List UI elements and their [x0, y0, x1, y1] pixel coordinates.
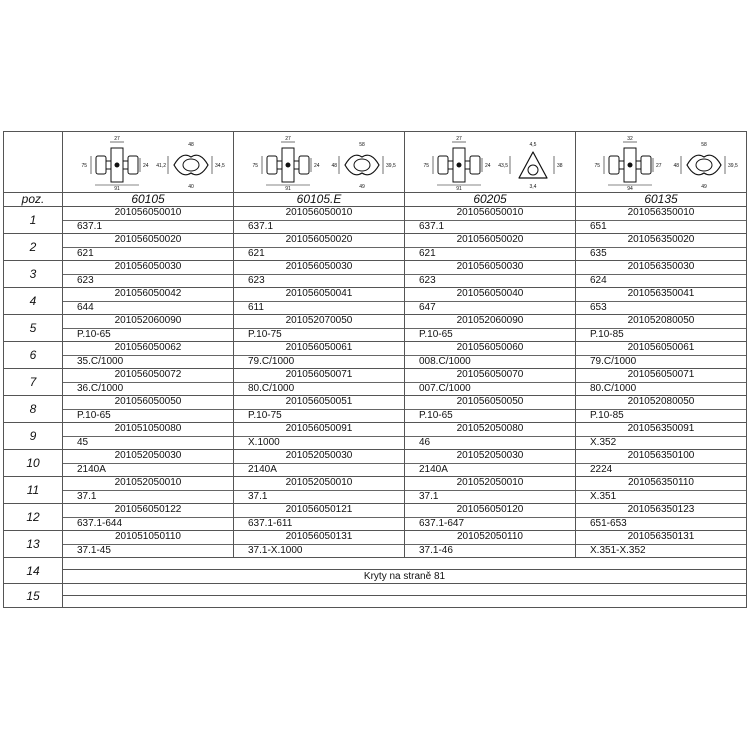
part-cell	[63, 450, 234, 477]
part-code: 201056350030	[576, 261, 746, 275]
part-code: 201056050121	[234, 504, 404, 518]
part-cell	[234, 369, 405, 396]
poz-cell: 10	[4, 450, 63, 477]
part-cell	[576, 261, 747, 288]
part-value: 621	[77, 248, 94, 259]
part-code: 201051050080	[63, 423, 233, 437]
part-cell	[576, 531, 747, 558]
part-value: 37.1-X.1000	[248, 545, 303, 556]
part-code: 201056350041	[576, 288, 746, 302]
part-cell	[234, 531, 405, 558]
part-cell	[234, 261, 405, 288]
part-code: 201056050071	[576, 369, 746, 383]
part-cell	[405, 477, 576, 504]
part-value: 637.1-647	[419, 518, 465, 529]
part-code: 201052080050	[576, 396, 746, 410]
poz-cell: 15	[4, 584, 63, 608]
poz-cell: 4	[4, 288, 63, 315]
part-value: 2140A	[248, 464, 277, 475]
part-cell	[405, 531, 576, 558]
part-value: P.10-65	[77, 329, 111, 340]
part-cell	[405, 288, 576, 315]
part-cell	[63, 315, 234, 342]
part-value: 35.C/1000	[77, 356, 124, 367]
part-value: P.10-75	[248, 410, 282, 421]
svg-text:39,5: 39,5	[386, 163, 396, 169]
part-code: 201056050010	[405, 207, 575, 221]
part-code: 201056050061	[576, 342, 746, 356]
poz-cell: 7	[4, 369, 63, 396]
svg-text:27: 27	[456, 136, 462, 142]
part-code: 201056050030	[405, 261, 575, 275]
part-code: 201052050010	[63, 477, 233, 491]
table-row	[4, 570, 747, 584]
part-value: 37.1	[77, 491, 97, 502]
part-value: X.351	[590, 491, 617, 502]
part-cell	[63, 477, 234, 504]
part-value: 637.1-644	[77, 518, 123, 529]
part-value: 621	[248, 248, 265, 259]
part-value: X.1000	[248, 437, 280, 448]
part-cell	[576, 396, 747, 423]
part-value: P.10-85	[590, 410, 624, 421]
part-value: 37.1	[248, 491, 268, 502]
part-code: 201056050050	[63, 396, 233, 410]
part-code: 201056050040	[405, 288, 575, 302]
part-code: 201056050091	[234, 423, 404, 437]
diagram-cell	[576, 132, 747, 193]
svg-text:38: 38	[557, 163, 563, 169]
header-row	[4, 193, 747, 207]
svg-text:43,5: 43,5	[498, 163, 508, 169]
part-cell	[234, 423, 405, 450]
part-value: 79.C/1000	[248, 356, 295, 367]
svg-text:40: 40	[188, 184, 194, 190]
part-code: 201052050080	[405, 423, 575, 437]
svg-text:27: 27	[114, 136, 120, 142]
poz-cell: 12	[4, 504, 63, 531]
part-value: 621	[419, 248, 436, 259]
part-cell	[576, 423, 747, 450]
column-header: 60105	[63, 193, 234, 207]
part-code: 201052050030	[63, 450, 233, 464]
svg-text:48: 48	[673, 163, 679, 169]
poz-cell: 5	[4, 315, 63, 342]
svg-text:75: 75	[252, 163, 258, 169]
part-value: 46	[419, 437, 431, 448]
part-cell	[234, 288, 405, 315]
part-value: 653	[590, 302, 607, 313]
part-value: 623	[248, 275, 265, 286]
part-cell	[576, 342, 747, 369]
table-row	[4, 315, 747, 342]
part-cell	[234, 450, 405, 477]
part-cell	[405, 450, 576, 477]
diagram-row	[4, 132, 747, 193]
part-cell	[576, 207, 747, 234]
table-row	[4, 477, 747, 504]
svg-text:27: 27	[285, 136, 291, 142]
svg-text:91: 91	[456, 186, 462, 192]
svg-text:39,5: 39,5	[728, 163, 738, 169]
part-cell	[576, 477, 747, 504]
part-code: 201056050010	[234, 207, 404, 221]
poz-cell: 13	[4, 531, 63, 558]
poz-cell: 11	[4, 477, 63, 504]
part-code: 201052050110	[405, 531, 575, 545]
part-value: X.351-X.352	[590, 545, 646, 556]
part-code: 201052050030	[234, 450, 404, 464]
part-cell	[234, 477, 405, 504]
part-cell	[405, 369, 576, 396]
table-row	[4, 207, 747, 234]
svg-text:41,2: 41,2	[156, 163, 166, 169]
part-cell	[405, 261, 576, 288]
table-row	[4, 369, 747, 396]
svg-text:27: 27	[656, 163, 662, 169]
part-cell	[576, 288, 747, 315]
part-code: 201056050020	[234, 234, 404, 248]
part-value: P.10-65	[419, 329, 453, 340]
part-value: P.10-65	[419, 410, 453, 421]
part-value: P.10-65	[77, 410, 111, 421]
part-cell	[576, 234, 747, 261]
table-row	[4, 504, 747, 531]
part-code: 201056050131	[234, 531, 404, 545]
part-code: 201056050020	[405, 234, 575, 248]
svg-text:75: 75	[594, 163, 600, 169]
part-value: 624	[590, 275, 607, 286]
part-cell	[63, 504, 234, 531]
part-cell	[63, 423, 234, 450]
part-value: 2140A	[77, 464, 106, 475]
diagram-cell	[405, 132, 576, 193]
cross-joint-diagram-icon	[73, 134, 223, 190]
part-cell	[405, 315, 576, 342]
part-value: 37.1-46	[419, 545, 453, 556]
part-cell	[234, 234, 405, 261]
cross-joint-diagram-icon	[415, 134, 565, 190]
column-header: 60105.E	[234, 193, 405, 207]
part-value: 2224	[590, 464, 613, 475]
part-cell	[405, 234, 576, 261]
part-code: 201056350020	[576, 234, 746, 248]
part-value: 45	[77, 437, 89, 448]
part-cell	[405, 396, 576, 423]
part-cell	[63, 261, 234, 288]
parts-table	[3, 131, 747, 608]
part-code: 201056050071	[234, 369, 404, 383]
part-value: 37.1-45	[77, 545, 111, 556]
svg-text:75: 75	[423, 163, 429, 169]
part-code: 201056050020	[63, 234, 233, 248]
part-code: 201056050072	[63, 369, 233, 383]
poz-cell: 2	[4, 234, 63, 261]
table-row	[4, 261, 747, 288]
part-code: 201052060090	[405, 315, 575, 329]
part-code: 201056050060	[405, 342, 575, 356]
cross-joint-diagram-icon	[586, 134, 736, 190]
empty-cell	[63, 558, 747, 570]
part-cell	[576, 504, 747, 531]
diagram-cell	[63, 132, 234, 193]
part-code: 201052050030	[405, 450, 575, 464]
part-code: 201052050010	[405, 477, 575, 491]
part-cell	[576, 315, 747, 342]
svg-text:34,5: 34,5	[215, 163, 225, 169]
poz-cell: 1	[4, 207, 63, 234]
part-value: 007.C/1000	[419, 383, 471, 394]
note-cell: Kryty na straně 81	[63, 570, 747, 584]
part-code: 201056050010	[63, 207, 233, 221]
part-code: 201056050061	[234, 342, 404, 356]
svg-text:3,4: 3,4	[529, 184, 537, 190]
part-code: 201056350091	[576, 423, 746, 437]
part-cell	[63, 234, 234, 261]
part-value: P.10-85	[590, 329, 624, 340]
poz-header: poz.	[4, 193, 63, 207]
table-row	[4, 584, 747, 596]
table-row	[4, 288, 747, 315]
svg-text:94: 94	[627, 186, 633, 192]
part-code: 201052050010	[234, 477, 404, 491]
part-value: 637.1	[419, 221, 445, 232]
part-value: 637.1-611	[248, 518, 293, 529]
part-cell	[63, 396, 234, 423]
column-header: 60205	[405, 193, 576, 207]
table-row	[4, 234, 747, 261]
part-cell	[405, 342, 576, 369]
part-code: 201056050051	[234, 396, 404, 410]
part-value: 635	[590, 248, 607, 259]
part-code: 201056050062	[63, 342, 233, 356]
part-cell	[234, 207, 405, 234]
poz-cell: 8	[4, 396, 63, 423]
svg-text:24: 24	[485, 163, 491, 169]
part-code: 201056350123	[576, 504, 746, 518]
part-value: 647	[419, 302, 436, 313]
part-value: 644	[77, 302, 94, 313]
table-row	[4, 450, 747, 477]
svg-text:4,5: 4,5	[529, 142, 537, 148]
part-code: 201056050070	[405, 369, 575, 383]
part-cell	[63, 531, 234, 558]
svg-text:24: 24	[143, 163, 149, 169]
part-code: 201056050120	[405, 504, 575, 518]
part-value: 651-653	[590, 518, 627, 529]
diagram-cell	[234, 132, 405, 193]
part-code: 201056050050	[405, 396, 575, 410]
part-code: 201056350110	[576, 477, 746, 491]
part-cell	[63, 207, 234, 234]
part-code: 201056050030	[63, 261, 233, 275]
part-value: 651	[590, 221, 607, 232]
part-value: 623	[77, 275, 94, 286]
svg-text:91: 91	[285, 186, 291, 192]
part-cell	[234, 396, 405, 423]
part-cell	[234, 315, 405, 342]
part-value: 611	[248, 302, 264, 313]
svg-text:24: 24	[314, 163, 320, 169]
svg-text:49: 49	[701, 184, 707, 190]
table-row	[4, 596, 747, 608]
empty-cell	[63, 596, 747, 608]
part-cell	[63, 288, 234, 315]
part-cell	[63, 369, 234, 396]
part-code: 201056350131	[576, 531, 746, 545]
part-code: 201052070050	[234, 315, 404, 329]
table-row	[4, 423, 747, 450]
part-cell	[576, 450, 747, 477]
svg-text:49: 49	[359, 184, 365, 190]
part-cell	[234, 342, 405, 369]
part-code: 201056050042	[63, 288, 233, 302]
part-cell	[405, 423, 576, 450]
svg-text:58: 58	[359, 142, 365, 148]
part-value: 623	[419, 275, 436, 286]
column-header: 60135	[576, 193, 747, 207]
part-cell	[405, 504, 576, 531]
part-value: 2140A	[419, 464, 448, 475]
part-cell	[63, 342, 234, 369]
part-value: P.10-75	[248, 329, 282, 340]
part-code: 201056050122	[63, 504, 233, 518]
part-value: 36.C/1000	[77, 383, 124, 394]
poz-cell: 9	[4, 423, 63, 450]
part-code: 201056050030	[234, 261, 404, 275]
part-cell	[576, 369, 747, 396]
poz-cell: 6	[4, 342, 63, 369]
part-value: 008.C/1000	[419, 356, 471, 367]
part-cell	[405, 207, 576, 234]
part-value: 80.C/1000	[590, 383, 637, 394]
part-value: 79.C/1000	[590, 356, 637, 367]
table-row	[4, 396, 747, 423]
empty-cell	[63, 584, 747, 596]
part-cell	[234, 504, 405, 531]
part-code: 201056350100	[576, 450, 746, 464]
svg-text:75: 75	[81, 163, 87, 169]
table-row	[4, 531, 747, 558]
table-row	[4, 558, 747, 570]
part-value: 37.1	[419, 491, 439, 502]
part-code: 201056050041	[234, 288, 404, 302]
svg-text:32: 32	[627, 136, 633, 142]
svg-text:91: 91	[114, 186, 120, 192]
cross-joint-diagram-icon	[244, 134, 394, 190]
part-value: 80.C/1000	[248, 383, 295, 394]
part-code: 201051050110	[63, 531, 233, 545]
part-code: 201052060090	[63, 315, 233, 329]
part-value: 637.1	[77, 221, 103, 232]
table-row	[4, 342, 747, 369]
part-value: X.352	[590, 437, 617, 448]
svg-text:48: 48	[188, 142, 194, 148]
poz-cell: 3	[4, 261, 63, 288]
svg-text:48: 48	[331, 163, 337, 169]
part-code: 201056350010	[576, 207, 746, 221]
part-value: 637.1	[248, 221, 274, 232]
part-code: 201052080050	[576, 315, 746, 329]
corner-cell	[4, 132, 63, 193]
poz-cell: 14	[4, 558, 63, 584]
svg-text:58: 58	[701, 142, 707, 148]
